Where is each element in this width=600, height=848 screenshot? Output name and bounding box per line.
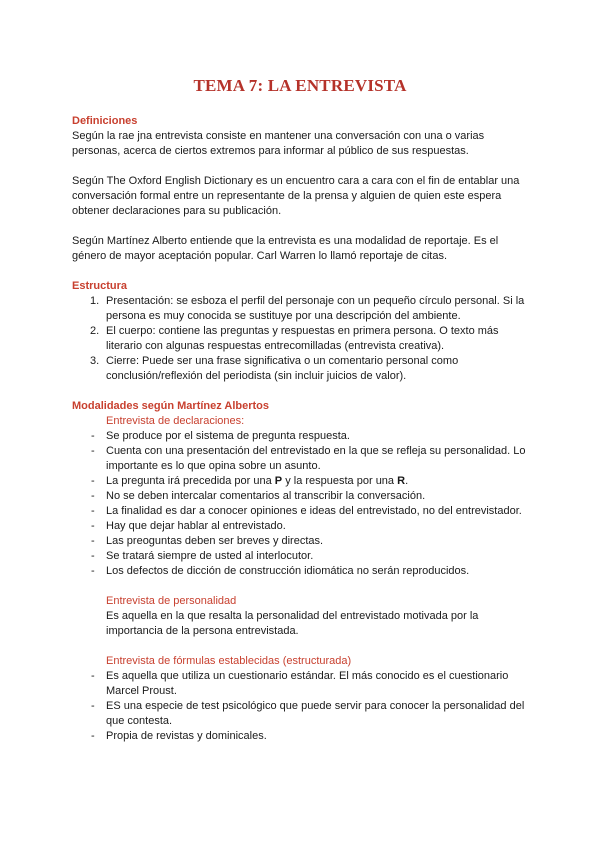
list-item: - Las preoguntas deben ser breves y directas.	[91, 535, 324, 547]
estructura-list	[72, 294, 532, 384]
section-heading-definiciones: Definiciones	[72, 115, 138, 127]
list-item: 1. Presentación: se esboza el perfil del personaje con un pequeño círculo personal. Si la persona es muy conocida se sustituye por una descripción del ambiente.	[90, 295, 525, 322]
document-body	[72, 114, 532, 744]
list-item: - Propia de revistas y dominicales.	[91, 730, 267, 742]
subheading-formulas: Entrevista de fórmulas establecidas (estructurada)	[106, 655, 352, 667]
list-item: - No se deben intercalar comentarios al transcribir la conversación.	[91, 490, 426, 502]
list-item: - La pregunta irá precedida por una P y la respuesta por una R.	[91, 475, 409, 487]
subheading-personalidad: Entrevista de personalidad	[106, 595, 237, 607]
list-item: - Se produce por el sistema de pregunta respuesta.	[91, 430, 350, 442]
list-item: - Hay que dejar hablar al entrevistado.	[91, 520, 286, 532]
personalidad-text: Es aquella en la que resalta la personalidad del entrevistado motivada por la importancia de la persona entrevistada.	[106, 610, 479, 637]
list-item: - Cuenta con una presentación del entrevistado en la que se refleja su personalidad. Lo importante es lo que opina sobre un asunto.	[91, 445, 526, 472]
section-heading-estructura: Estructura	[72, 280, 128, 292]
list-item: - ES una especie de test psicológico que puede servir para conocer la personalidad del que contesta.	[91, 700, 525, 727]
section-heading-modalidades: Modalidades según Martínez Albertos	[72, 400, 270, 412]
definicion-rae: Según la rae jna entrevista consiste en mantener una conversación con una o varias personas, acerca de ciertos extremos para informar al público de sus respuestas.	[72, 130, 485, 157]
list-item: - Los defectos de dicción de construcción idiomática no serán reproducidos.	[91, 565, 470, 577]
subheading-declaraciones: Entrevista de declaraciones:	[106, 415, 245, 427]
definicion-martinez: Según Martínez Alberto entiende que la entrevista es una modalidad de reportaje. Es el género de mayor aceptación popular. Carl Warren lo llamó reportaje de citas.	[72, 235, 499, 262]
definicion-oxford: Según The Oxford English Dictionary es un encuentro cara a cara con el fin de entablar una conversación formal entre un representante de la prensa y alguien de quien este espera obtener declaraciones para su publicación.	[72, 175, 520, 217]
declaraciones-list	[72, 429, 532, 579]
list-item: 2. El cuerpo: contiene las preguntas y respuestas en primera persona. O texto más literario con algunas respuestas entrecomilladas (entrevista creativa).	[90, 325, 499, 352]
list-item: - Se tratará siempre de usted al interlocutor.	[91, 550, 314, 562]
page-title: TEMA 7: LA ENTREVISTA	[193, 76, 407, 95]
formulas-list	[72, 669, 532, 744]
list-item: - La finalidad es dar a conocer opiniones e ideas del entrevistado, no del entrevistador.	[91, 505, 522, 517]
list-item: 3. Cierre: Puede ser una frase significativa o un comentario personal como conclusión/reflexión del periodista (sin incluir juicios de valor).	[90, 355, 459, 382]
list-item: - Es aquella que utiliza un cuestionario estándar. El más conocido es el cuestionario Marcel Proust.	[91, 670, 509, 697]
